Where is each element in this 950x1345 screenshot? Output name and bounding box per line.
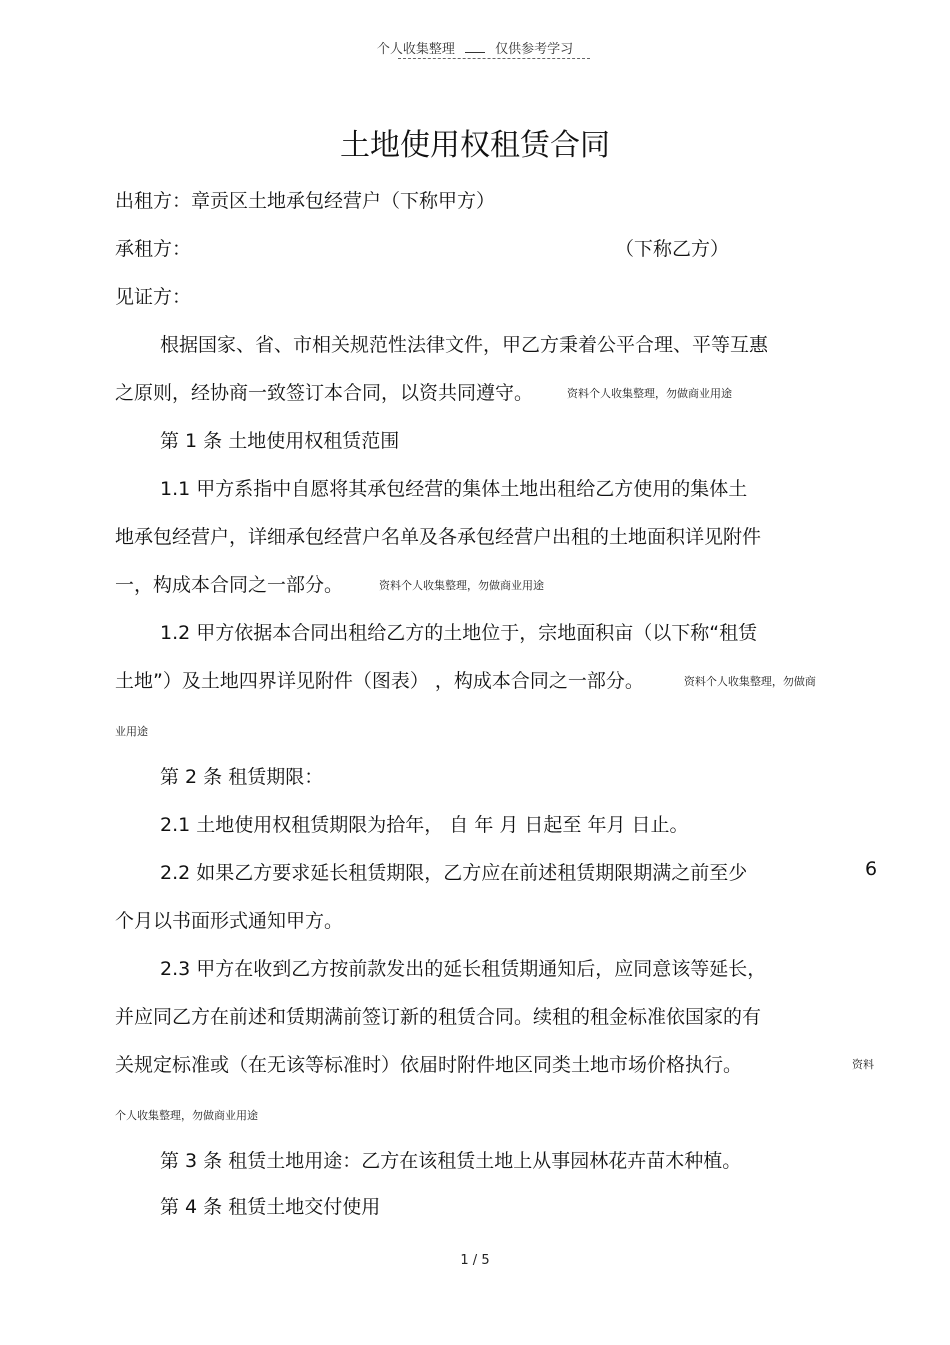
clause-2-3-text: 关规定标准或（在无该等标准时）依届时附件地区同类土地市场价格执行。 (115, 1054, 743, 1076)
clause-2-1: 2.1 土地使用权租赁期限为拾年， 自 年 月 日起至 年月 日止。 (160, 814, 689, 836)
clause-1-2-line-2 (115, 666, 816, 693)
preamble-text: 之原则，经协商一致签订本合同，以资共同遵守。 (115, 382, 534, 404)
page-number: 1 / 5 (460, 1253, 490, 1268)
watermark-note: 个人收集整理，勿做商业用途 (115, 1109, 258, 1122)
watermark-note: 业用途 (115, 725, 148, 738)
clause-1-2-line-1: 1.2 甲方依据本合同出租给乙方的土地位于，宗地面积亩（以下称“租赁 (160, 622, 758, 644)
watermark-note: 资料个人收集整理，勿做商 (683, 675, 816, 688)
clause-1-1-line-1: 1.1 甲方系指中自愿将其承包经营的集体土地出租给乙方使用的集体土 (160, 478, 748, 500)
header-gap (465, 42, 485, 53)
article-4-heading: 第 4 条 租赁土地交付使用 (160, 1196, 381, 1218)
document-title: 土地使用权租赁合同 (340, 128, 610, 163)
header-left: 个人收集整理 (376, 42, 455, 57)
header-right: 仅供参考学习 (495, 42, 574, 57)
clause-2-3-line-2: 并应同乙方在前述和赁期满前签订新的租赁合同。续租的租金标准依国家的有 (115, 1006, 762, 1028)
watermark-note-cont (115, 1102, 258, 1124)
preamble-line-1: 根据国家、省、市相关规范性法律文件，甲乙方秉着公平合理、平等互惠 (160, 334, 769, 356)
clause-1-1-text: 一，构成本合同之一部分。 (115, 574, 344, 596)
lessee-line (115, 234, 730, 261)
clause-1-2-text: 土地”）及土地四界详见附件（图表） ，构成本合同之一部分。 (115, 670, 644, 692)
preamble-line-2 (115, 378, 732, 405)
watermark-note: 资料个人收集整理，勿做商业用途 (567, 387, 733, 400)
article-3: 第 3 条 租赁土地用途：乙方在该租赁土地上从事园林花卉苗木种植。 (160, 1150, 742, 1172)
clause-2-2-line-2: 个月以书面形式通知甲方。 (115, 910, 344, 932)
article-2-heading: 第 2 条 租赁期限： (160, 766, 324, 788)
clause-2-2-number: 6 (865, 858, 878, 880)
watermark-note-cont (115, 718, 148, 740)
clause-2-2-line-1 (160, 858, 878, 885)
article-1-heading: 第 1 条 土地使用权租赁范围 (160, 430, 400, 452)
clause-1-1-line-3 (115, 570, 544, 597)
watermark-note: 资料个人收集整理，勿做商业用途 (379, 579, 545, 592)
lessor-line: 出租方：章贡区土地承包经营户（下称甲方） (115, 190, 496, 212)
lessee-suffix: （下称乙方） (615, 238, 730, 260)
header-divider (398, 58, 590, 59)
clause-2-2-text: 2.2 如果乙方要求延长租赁期限，乙方应在前述租赁期限期满之前至少 (160, 862, 748, 884)
watermark-note: 资料 (852, 1058, 874, 1071)
witness-line: 见证方： (115, 286, 192, 308)
clause-2-3-line-3 (115, 1050, 874, 1077)
clause-1-1-line-2: 地承包经营户，详细承包经营户名单及各承包经营户出租的土地面积详见附件 (115, 526, 762, 548)
lessee-label: 承租方： (115, 238, 192, 260)
clause-2-3-line-1: 2.3 甲方在收到乙方按前款发出的延长租赁期通知后，应同意该等延长， (160, 958, 767, 980)
page-header (0, 38, 950, 57)
